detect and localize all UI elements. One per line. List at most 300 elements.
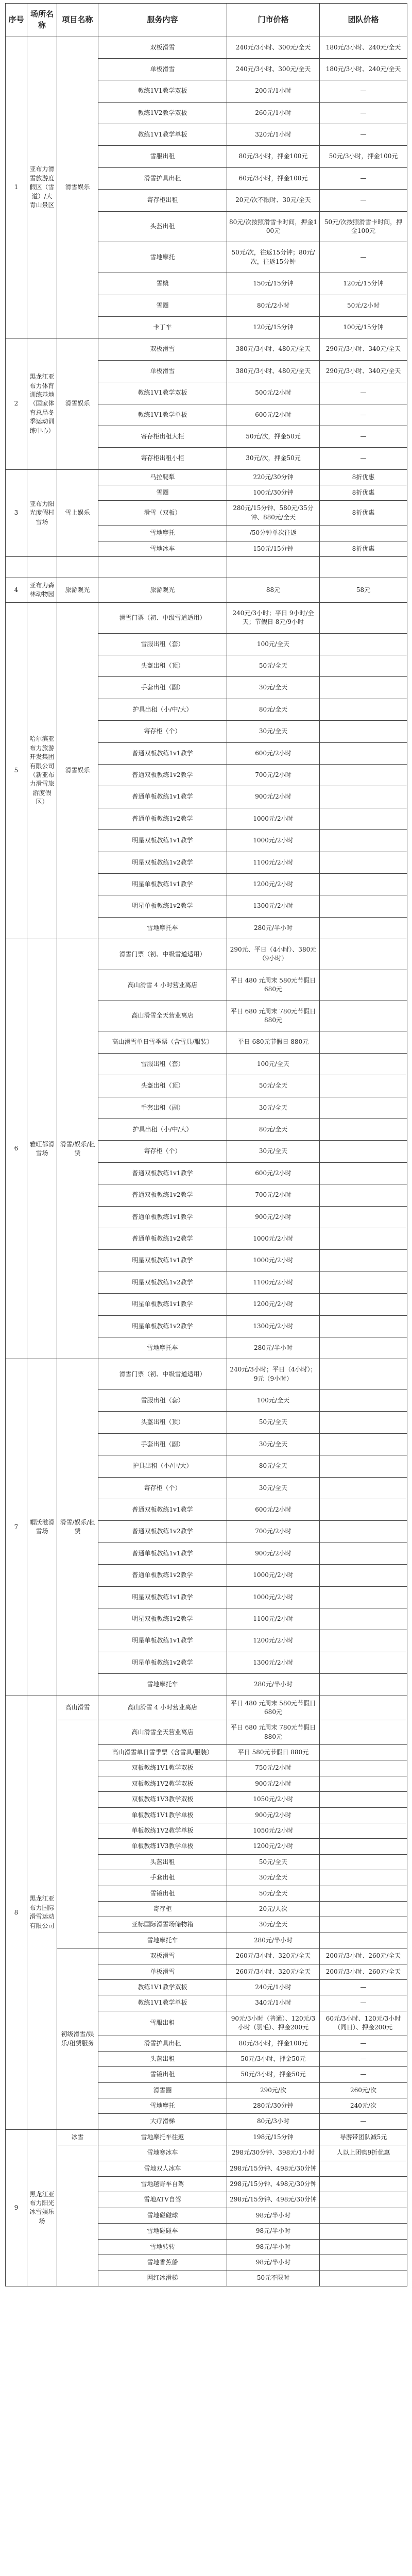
service-item: 教练1V1教学双板: [98, 80, 227, 102]
retail-price: 290元/次: [227, 2082, 320, 2098]
retail-price: 240元/3小时、300元/全天: [227, 58, 320, 80]
service-item: 双板教练1V1教学双板: [98, 1760, 227, 1776]
table-row: [6, 1359, 407, 1390]
group-price: 60元/3小时、120元/3小时（同日）、押金200元: [320, 2011, 407, 2036]
group-price: [320, 1839, 407, 1854]
service-item: 雪地摩托车往返: [98, 2129, 227, 2145]
row-number: 1: [6, 37, 27, 338]
service-item: 教练1V1教学双板: [98, 1979, 227, 1995]
retail-price: 900元/2小时: [227, 1807, 320, 1823]
service-item: 雪地摩托: [98, 2098, 227, 2114]
retail-price: 260元/3小时、320元/全天: [227, 1948, 320, 1964]
retail-price: 1100元/2小时: [227, 1608, 320, 1630]
service-item: 头盔出租: [98, 211, 227, 242]
group-price: 50元/2小时: [320, 295, 407, 316]
service-item: 雪地碰碰车: [98, 2224, 227, 2239]
service-item: 雪服出租（套）: [98, 633, 227, 655]
group-price: [320, 1477, 407, 1499]
group-price: —: [320, 102, 407, 124]
service-item: 滑雪门票（初、中级雪道适用）: [98, 939, 227, 970]
retail-price: 900元/2小时: [227, 786, 320, 808]
service-item: 教练1V1教学双板: [98, 382, 227, 404]
table-row: [6, 939, 407, 970]
service-item: 手套出租（副）: [98, 1097, 227, 1118]
group-price: 导游带团队减5元: [320, 2129, 407, 2145]
header-service: 服务内容: [98, 4, 227, 37]
retail-price: 50元/全天: [227, 1854, 320, 1870]
group-price: [320, 1720, 407, 1745]
table-row: [6, 338, 407, 360]
retail-price: 50元/次，往返15分钟；80元/次，往返15分钟: [227, 242, 320, 273]
group-price: [320, 970, 407, 1001]
group-price: —: [320, 2067, 407, 2082]
retail-price: 50元/次，押金50元: [227, 426, 320, 447]
retail-price: 20元/人次: [227, 1902, 320, 1917]
retail-price: /50分钟单次往返: [227, 526, 320, 541]
spacer-cell: [98, 557, 227, 578]
group-price: [320, 699, 407, 720]
service-item: 明星单板教练1v2教学: [98, 895, 227, 917]
group-price: [320, 1886, 407, 1901]
group-price: [320, 1933, 407, 1948]
group-price: 8折优惠: [320, 541, 407, 556]
group-price: [320, 1696, 407, 1720]
group-price: 180元/3小时、240元/全天: [320, 37, 407, 58]
service-item: 雪服出租（套）: [98, 1390, 227, 1412]
retail-price: 600元/2小时: [227, 1499, 320, 1521]
group-price: [320, 1337, 407, 1359]
retail-price: 750元/2小时: [227, 1760, 320, 1776]
retail-price: 240元/3小时、300元/全天: [227, 37, 320, 58]
retail-price: 1000元/2小时: [227, 1228, 320, 1249]
retail-price: 80元/3小时: [227, 2114, 320, 2129]
retail-price: 260元/1小时: [227, 102, 320, 124]
group-price: [320, 1499, 407, 1521]
retail-price: 298元/15分钟、498元/30分钟: [227, 2161, 320, 2176]
group-price: 200元/3小时、260元/全天: [320, 1964, 407, 1979]
service-item: 高山滑雪 4 小时营业离店: [98, 1696, 227, 1720]
retail-price: 240元/3小时；平日 9小时/全天；节假日 8元/9小时: [227, 602, 320, 633]
retail-price: 220元/30分钟: [227, 469, 320, 485]
service-item: 头盔出租: [98, 2051, 227, 2066]
retail-price: 1200元/2小时: [227, 1294, 320, 1315]
group-price: [320, 1184, 407, 1206]
project-name: 高山滑雪: [57, 1696, 98, 1720]
retail-price: 100元/30分钟: [227, 485, 320, 501]
row-number: 8: [6, 1696, 27, 2129]
group-price: [320, 1359, 407, 1390]
retail-price: 30元/全天: [227, 1141, 320, 1162]
row-number: 3: [6, 469, 27, 556]
row-number: 9: [6, 2129, 27, 2286]
group-price: [320, 1206, 407, 1228]
retail-price: 298元/30分钟、398元/1小时: [227, 2145, 320, 2161]
group-price: [320, 1776, 407, 1791]
group-price: [320, 1315, 407, 1337]
service-item: 普通单板教练1v2教学: [98, 1565, 227, 1586]
group-price: 50元/次按照滑雪卡时间，押金100元: [320, 211, 407, 242]
service-item: 寄存柜（个）: [98, 1477, 227, 1499]
retail-price: 1200元/2小时: [227, 1630, 320, 1652]
group-price: [320, 1390, 407, 1412]
project-name: [57, 1720, 98, 1948]
retail-price: 平日 580元节假日 880元: [227, 1745, 320, 1760]
project-name: 旅游观光: [57, 578, 98, 603]
group-price: —: [320, 404, 407, 426]
service-item: 双板教练1V2教学双板: [98, 1776, 227, 1791]
retail-price: 298元/15分钟、498元/30分钟: [227, 2177, 320, 2192]
group-price: [320, 1902, 407, 1917]
group-price: [320, 1412, 407, 1433]
service-item: 寄存柜出租: [98, 190, 227, 211]
service-item: 雪服出租（套）: [98, 1053, 227, 1075]
service-item: 滑雪护具出租: [98, 167, 227, 189]
row-number: 4: [6, 578, 27, 603]
project-name: 滑雪娱乐: [57, 602, 98, 939]
table-header-row: [6, 4, 407, 37]
service-item: 普通双板教练1v1教学: [98, 742, 227, 764]
service-item: 头盔出租（顶）: [98, 1075, 227, 1097]
retail-price: 900元/2小时: [227, 1543, 320, 1564]
service-item: 双板教练1V3教学双板: [98, 1792, 227, 1807]
service-item: 明星单板教练1v1教学: [98, 1630, 227, 1652]
group-price: 8折优惠: [320, 485, 407, 501]
group-price: [320, 1608, 407, 1630]
service-item: 明星双板教练1v1教学: [98, 1586, 227, 1608]
table-row: [6, 2129, 407, 2145]
retail-price: 150元/15分钟: [227, 273, 320, 295]
retail-price: 30元/全天: [227, 1433, 320, 1455]
group-price: —: [320, 1979, 407, 1995]
venue-name: 亚布力滑雪旅游度假区（雪道）/大青山景区: [27, 37, 57, 338]
retail-price: 100元/全天: [227, 1390, 320, 1412]
service-item: 普通双板教练1v2教学: [98, 1521, 227, 1543]
group-price: [320, 1630, 407, 1652]
project-name: 冰雪: [57, 2129, 98, 2145]
group-price: [320, 1001, 407, 1031]
group-price: —: [320, 124, 407, 146]
service-item: 明星单板教练1v1教学: [98, 1294, 227, 1315]
service-item: 明星双板教练1v2教学: [98, 1272, 227, 1293]
service-item: 单板教练1V2教学单板: [98, 1823, 227, 1839]
service-item: 手套出租: [98, 1870, 227, 1886]
price-table: [5, 3, 407, 2286]
retail-price: 600元/2小时: [227, 404, 320, 426]
group-price: [320, 633, 407, 655]
retail-price: 280元/半小时: [227, 1674, 320, 1696]
retail-price: 1300元/2小时: [227, 1652, 320, 1673]
retail-price: 80元/3小时，押金100元: [227, 2036, 320, 2051]
service-item: 双板滑雪: [98, 37, 227, 58]
service-item: 手套出租（副）: [98, 1433, 227, 1455]
group-price: 200元/3小时、260元/全天: [320, 1948, 407, 1964]
venue-name: 雅旺都滑雪场: [27, 939, 57, 1359]
group-price: —: [320, 80, 407, 102]
header-project: 项目名称: [57, 4, 98, 37]
group-price: [320, 1162, 407, 1184]
group-price: [320, 917, 407, 939]
retail-price: 298元/15分钟、498元/30分钟: [227, 2192, 320, 2208]
venue-name: 黑龙江亚布力阳光冰雪娱乐场: [27, 2129, 57, 2286]
retail-price: 100元/全天: [227, 633, 320, 655]
retail-price: 380元/3小时、480元/全天: [227, 360, 320, 382]
group-price: —: [320, 382, 407, 404]
retail-price: 1050元/2小时: [227, 1792, 320, 1807]
section-spacer-row: [6, 557, 407, 578]
retail-price: 1050元/2小时: [227, 1823, 320, 1839]
header-venue: 场所名称: [27, 4, 57, 37]
retail-price: 700元/2小时: [227, 1521, 320, 1543]
service-item: 单板教练1V3教学单板: [98, 1839, 227, 1854]
retail-price: 1200元/2小时: [227, 873, 320, 895]
service-item: 单板教练1V1教学单板: [98, 1807, 227, 1823]
retail-price: 200元/1小时: [227, 80, 320, 102]
group-price: [320, 655, 407, 677]
service-item: 滑雪护具出租: [98, 2036, 227, 2051]
retail-price: 1100元/2小时: [227, 852, 320, 873]
service-item: 普通双板教练1v1教学: [98, 1499, 227, 1521]
retail-price: 280元/30分钟: [227, 2098, 320, 2114]
header-retail-price: 门市价格: [227, 4, 320, 37]
service-item: 雪橇: [98, 273, 227, 295]
group-price: [320, 1854, 407, 1870]
service-item: 雪服出租: [98, 2011, 227, 2036]
service-item: 雪地摩托: [98, 242, 227, 273]
service-item: 高山滑雪全天营业离店: [98, 1720, 227, 1745]
service-item: 护具出租（小/中/大）: [98, 1118, 227, 1140]
retail-price: 30元/全天: [227, 677, 320, 699]
group-price: —: [320, 2051, 407, 2066]
service-item: 普通单板教练1v1教学: [98, 1543, 227, 1564]
group-price: [320, 852, 407, 873]
group-price: [320, 1228, 407, 1249]
service-item: 单板滑雪: [98, 360, 227, 382]
group-price: [320, 1807, 407, 1823]
group-price: [320, 742, 407, 764]
retail-price: 1300元/2小时: [227, 895, 320, 917]
retail-price: 50元/全天: [227, 1075, 320, 1097]
service-item: 普通单板教练1v1教学: [98, 786, 227, 808]
service-item: 滑雪（双板）: [98, 501, 227, 526]
group-price: 240元/次: [320, 2098, 407, 2114]
group-price: [320, 1521, 407, 1543]
service-item: 卡丁车: [98, 316, 227, 338]
retail-price: 60元/3小时，押金100元: [227, 167, 320, 189]
retail-price: 50元/全天: [227, 655, 320, 677]
retail-price: 80元/全天: [227, 699, 320, 720]
group-price: [320, 1870, 407, 1886]
group-price: —: [320, 242, 407, 273]
venue-name: 黑龙江亚布力体育训练基地（国家体育总局冬季运动训练中心）: [27, 338, 57, 469]
retail-price: 30元/全天: [227, 721, 320, 742]
service-item: 教练1V2教学双板: [98, 102, 227, 124]
service-item: 高山滑雪全天营业离店: [98, 1001, 227, 1031]
group-price: [320, 1586, 407, 1608]
group-price: 290元/3小时、340元/全天: [320, 360, 407, 382]
service-item: 雪圈: [98, 295, 227, 316]
group-price: [320, 939, 407, 970]
project-name: 滑雪娱乐: [57, 37, 98, 338]
group-price: [320, 1674, 407, 1696]
service-item: 雪地越野车自驾: [98, 2177, 227, 2192]
retail-price: 500元/2小时: [227, 382, 320, 404]
service-item: 教练1V1教学单板: [98, 404, 227, 426]
group-price: [320, 2239, 407, 2255]
group-price: [320, 830, 407, 852]
retail-price: 260元/3小时、320元/全天: [227, 1964, 320, 1979]
service-item: 教练1V1教学单板: [98, 124, 227, 146]
service-item: 双板滑雪: [98, 338, 227, 360]
retail-price: 30元/全天: [227, 1870, 320, 1886]
retail-price: 1000元/2小时: [227, 830, 320, 852]
retail-price: 198元/15分钟: [227, 2129, 320, 2145]
service-item: 滑雪门票（初、中级雪道适用）: [98, 1359, 227, 1390]
retail-price: 80元/2小时: [227, 295, 320, 316]
service-item: 寄存柜（个）: [98, 1141, 227, 1162]
group-price: [320, 1760, 407, 1776]
service-item: 明星单板教练1v1教学: [98, 873, 227, 895]
retail-price: 900元/2小时: [227, 1776, 320, 1791]
project-name: [57, 2145, 98, 2286]
group-price: [320, 1543, 407, 1564]
group-price: —: [320, 167, 407, 189]
venue-name: 亚布力阳光度假村雪场: [27, 469, 57, 556]
service-item: 普通单板教练1v2教学: [98, 808, 227, 829]
group-price: 260元/次: [320, 2082, 407, 2098]
retail-price: 平日 480 元周末 580元节假日 680元: [227, 1696, 320, 1720]
service-item: 雪地碰碰球: [98, 2208, 227, 2223]
retail-price: 50元/全天: [227, 1886, 320, 1901]
service-item: 明星双板教练1v2教学: [98, 1608, 227, 1630]
group-price: —: [320, 190, 407, 211]
group-price: [320, 2192, 407, 2208]
group-price: 8折优惠: [320, 501, 407, 526]
retail-price: 150元/15分钟: [227, 541, 320, 556]
group-price: [320, 895, 407, 917]
service-item: 普通双板教练1v1教学: [98, 1162, 227, 1184]
group-price: [320, 2224, 407, 2239]
header-no: 序号: [6, 4, 27, 37]
service-item: 双板滑雪: [98, 1948, 227, 1964]
retail-price: 240元/3小时；平日（4小时）；9元（9小时）: [227, 1359, 320, 1390]
group-price: [320, 1565, 407, 1586]
retail-price: 90元/3小时（普通）、120元/3小时（羽毛）、押金200元: [227, 2011, 320, 2036]
group-price: [320, 2177, 407, 2192]
table-row: [6, 2145, 407, 2161]
retail-price: 340元/1小时: [227, 1995, 320, 2011]
retail-price: 320元/1小时: [227, 124, 320, 146]
service-item: 雪服出租: [98, 146, 227, 167]
retail-price: 1300元/2小时: [227, 1315, 320, 1337]
service-item: 头盔出租: [98, 1854, 227, 1870]
project-name: 滑雪娱乐: [57, 338, 98, 469]
retail-price: 80元/全天: [227, 1455, 320, 1477]
group-price: [320, 1097, 407, 1118]
service-item: 雪地摩托车: [98, 1933, 227, 1948]
service-item: 亚标国际滑雪场储物箱: [98, 1917, 227, 1933]
group-price: [320, 1053, 407, 1075]
group-price: [320, 1075, 407, 1097]
service-item: 高山滑雪 4 小时营业离店: [98, 970, 227, 1001]
retail-price: 290元、平日（4小时）、380元（9小时）: [227, 939, 320, 970]
group-price: [320, 2161, 407, 2176]
group-price: [320, 873, 407, 895]
table-row: [6, 1720, 407, 1745]
service-item: 普通单板教练1v2教学: [98, 1228, 227, 1249]
service-item: 头盔出租（顶）: [98, 1412, 227, 1433]
group-price: 290元/3小时、340元/全天: [320, 338, 407, 360]
service-item: 网红冰滑梯: [98, 2270, 227, 2286]
retail-price: 平日 480 元周末 580元节假日 680元: [227, 970, 320, 1001]
retail-price: 1000元/2小时: [227, 1565, 320, 1586]
retail-price: 280元/半小时: [227, 917, 320, 939]
retail-price: 98元/半小时: [227, 2208, 320, 2223]
retail-price: 1200元/2小时: [227, 1839, 320, 1854]
retail-price: 280元/15分钟、580元/35分钟、880元/全天: [227, 501, 320, 526]
retail-price: 120元/15分钟: [227, 316, 320, 338]
project-name: 雪上娱乐: [57, 469, 98, 556]
group-price: [320, 1823, 407, 1839]
table-row: [6, 1948, 407, 1964]
group-price: [320, 1031, 407, 1053]
service-item: 护具出租（小/中/大）: [98, 699, 227, 720]
service-item: 头盔出租（顶）: [98, 655, 227, 677]
service-item: 滑雪门票（初、中级雪道适用）: [98, 602, 227, 633]
venue-name: 哈尔滨亚布力旅游开发集团有限公司（新亚布力滑雪旅游度假区）: [27, 602, 57, 939]
retail-price: 平日 680 元周末 780元节假日 880元: [227, 1001, 320, 1031]
group-price: [320, 1272, 407, 1293]
group-price: —: [320, 448, 407, 469]
service-item: 普通单板教练1v1教学: [98, 1206, 227, 1228]
retail-price: 600元/2小时: [227, 1162, 320, 1184]
retail-price: 98元/半小时: [227, 2239, 320, 2255]
venue-name: 亚布力森林动物园: [27, 578, 57, 603]
retail-price: 50元/3小时，押金50元: [227, 2067, 320, 2082]
service-item: 高山滑雪单日雪季票（含雪具/服装）: [98, 1745, 227, 1760]
group-price: [320, 1652, 407, 1673]
service-item: 普通双板教练1v2教学: [98, 1184, 227, 1206]
venue-name: 帽沃滋滑雪场: [27, 1359, 57, 1696]
service-item: 寄存柜: [98, 1902, 227, 1917]
project-name: 滑雪/娱乐/租赁: [57, 1359, 98, 1696]
service-item: 普通双板教练1v2教学: [98, 764, 227, 786]
group-price: [320, 808, 407, 829]
service-item: 雪圈: [98, 485, 227, 501]
table-row: [6, 602, 407, 633]
group-price: [320, 2255, 407, 2270]
group-price: [320, 1294, 407, 1315]
row-number: 2: [6, 338, 27, 469]
group-price: [320, 1745, 407, 1760]
retail-price: 50元/3小时，押金50元: [227, 2051, 320, 2066]
service-item: 单板滑雪: [98, 1964, 227, 1979]
retail-price: 98元/半小时: [227, 2255, 320, 2270]
service-item: 雪镜出租: [98, 2067, 227, 2082]
spacer-cell: [227, 557, 320, 578]
retail-price: 20元/次不限时、30元/全天: [227, 190, 320, 211]
group-price: [320, 1250, 407, 1272]
group-price: 58元: [320, 578, 407, 603]
service-item: 马拉爬犁: [98, 469, 227, 485]
retail-price: 平日 680 元周末 780元节假日 880元: [227, 1720, 320, 1745]
retail-price: 280元/半小时: [227, 1337, 320, 1359]
price-table-page: [5, 0, 407, 2286]
service-item: 雪地双人冰车: [98, 2161, 227, 2176]
group-price: [320, 721, 407, 742]
row-number: 6: [6, 939, 27, 1359]
table-body: [6, 37, 407, 2286]
retail-price: 1000元/2小时: [227, 1586, 320, 1608]
